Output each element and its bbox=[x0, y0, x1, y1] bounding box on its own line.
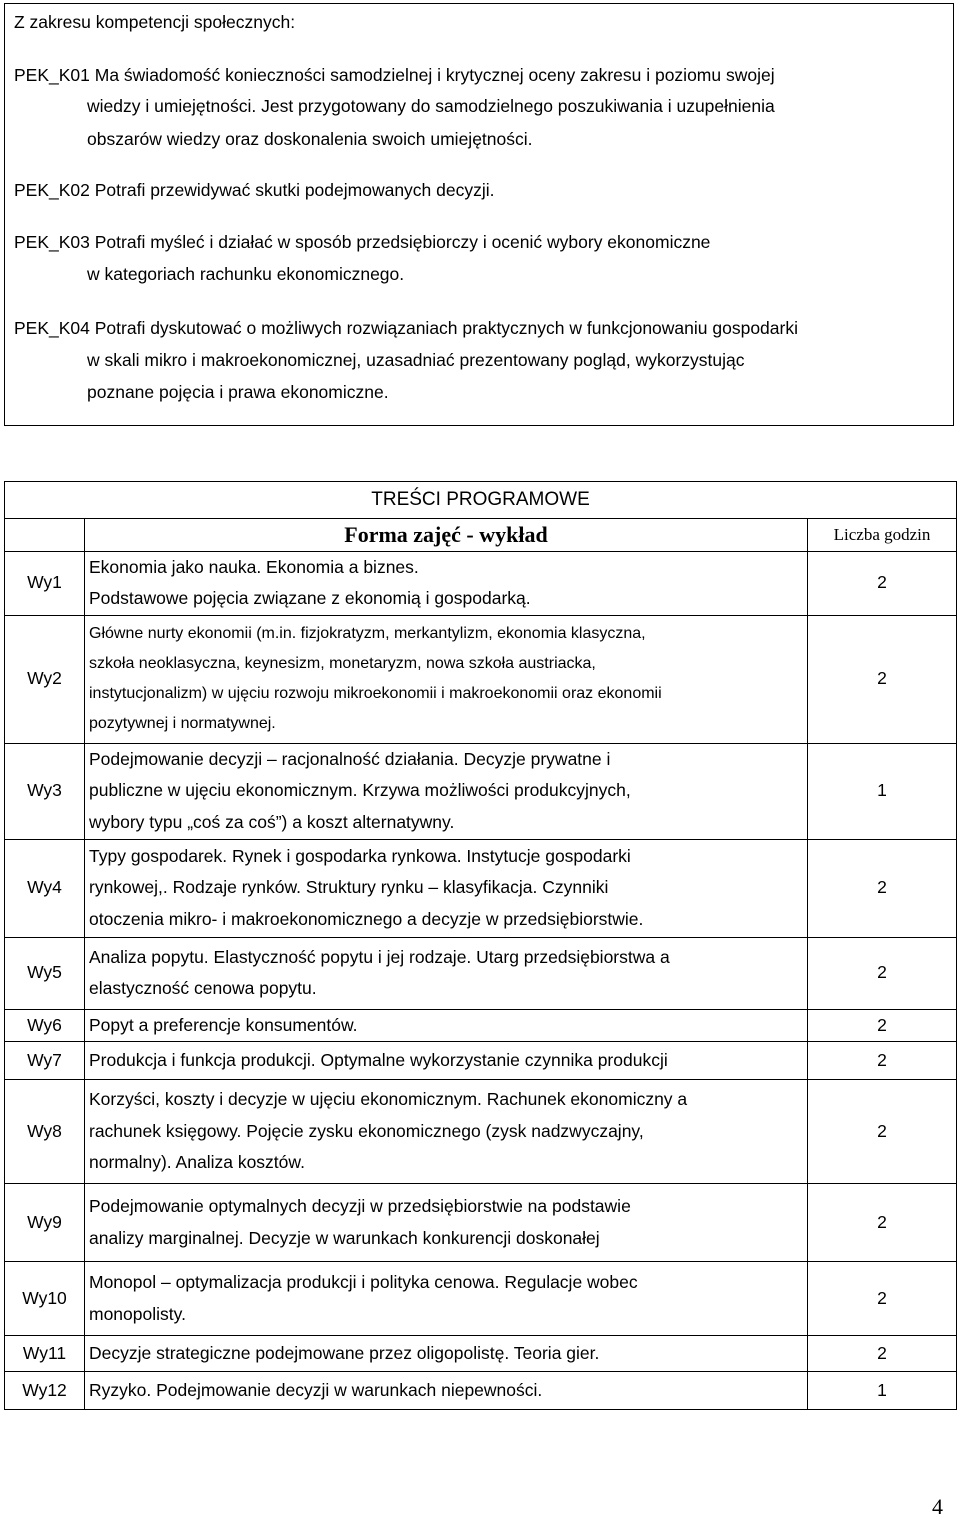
content-line: elastyczność cenowa popytu. bbox=[89, 978, 317, 998]
lecture-content bbox=[85, 1336, 808, 1372]
table-row bbox=[5, 1336, 957, 1372]
program-title: TREŚCI PROGRAMOWE bbox=[5, 482, 957, 519]
lecture-id: Wy9 bbox=[5, 1184, 85, 1262]
content-line: publiczne w ujęciu ekonomicznym. Krzywa możliwości produkcyjnych, bbox=[89, 780, 631, 801]
content-line: analizy marginalnej. Decyzje w warunkach konkurencji doskonałej bbox=[89, 1227, 600, 1248]
competences-box bbox=[4, 3, 954, 426]
lecture-content bbox=[85, 615, 808, 743]
header-empty-cell bbox=[5, 519, 85, 552]
lecture-id: Wy2 bbox=[5, 615, 85, 743]
lecture-id: Wy3 bbox=[5, 743, 85, 839]
content-line: Podejmowanie decyzji – racjonalność działania. Decyzje prywatne i bbox=[89, 748, 611, 769]
table-title-row bbox=[5, 482, 957, 519]
table-header-row bbox=[5, 519, 957, 552]
content-line: pozytywnej i normatywnej. bbox=[89, 715, 276, 732]
content-line: Typy gospodarek. Rynek i gospodarka rynkowa. Instytucje gospodarki bbox=[89, 845, 631, 866]
content-line: Decyzje strategiczne podejmowane przez oligopolistę. Teoria gier. bbox=[89, 1342, 600, 1363]
content-line: rachunek księgowy. Pojęcie zysku ekonomicznego (zysk nadzwyczajny, bbox=[89, 1120, 644, 1141]
lecture-id: Wy8 bbox=[5, 1080, 85, 1184]
table-row bbox=[5, 615, 957, 743]
lecture-id: Wy12 bbox=[5, 1372, 85, 1410]
content-line: Monopol – optymalizacja produkcji i polityka cenowa. Regulacje wobec bbox=[89, 1272, 638, 1292]
lecture-content bbox=[85, 839, 808, 937]
competence-line: poznane pojęcia i prawa ekonomiczne. bbox=[87, 382, 389, 402]
content-line: wybory typu „coś za coś”) a koszt alternatywny. bbox=[89, 811, 455, 832]
lecture-id: Wy7 bbox=[5, 1042, 85, 1080]
competence-line: obszarów wiedzy oraz doskonalenia swoich umiejętności. bbox=[87, 129, 533, 149]
lecture-content bbox=[85, 551, 808, 615]
lecture-hours: 2 bbox=[808, 1042, 957, 1080]
lecture-id: Wy6 bbox=[5, 1009, 85, 1042]
content-line: Ryzyko. Podejmowanie decyzji w warunkach niepewności. bbox=[89, 1379, 543, 1400]
content-line: szkoła neoklasyczna, keynesizm, monetaryzm, nowa szkoła austriacka, bbox=[89, 655, 596, 672]
competence-line: w kategoriach rachunku ekonomicznego. bbox=[87, 264, 405, 284]
table-row bbox=[5, 1184, 957, 1262]
lecture-hours: 1 bbox=[808, 743, 957, 839]
competence-line: PEK_K01 Ma świadomość konieczności samodzielnej i krytycznej oceny zakresu i poziomu swojej bbox=[14, 65, 775, 85]
lecture-hours: 2 bbox=[808, 937, 957, 1009]
lecture-content bbox=[85, 1009, 808, 1042]
lecture-hours: 2 bbox=[808, 1262, 957, 1336]
competence-line: PEK_K04 Potrafi dyskutować o możliwych rozwiązaniach praktycznych w funkcjonowaniu gospodarki bbox=[14, 318, 798, 338]
lecture-id: Wy1 bbox=[5, 551, 85, 615]
content-line: Produkcja i funkcja produkcji. Optymalne wykorzystanie czynnika produkcji bbox=[89, 1049, 668, 1070]
table-row bbox=[5, 1372, 957, 1410]
content-line: Podstawowe pojęcia związane z ekonomią i gospodarką. bbox=[89, 588, 531, 608]
lecture-hours: 2 bbox=[808, 1080, 957, 1184]
table-row bbox=[5, 937, 957, 1009]
lecture-hours: 2 bbox=[808, 1009, 957, 1042]
content-line: Główne nurty ekonomii (m.in. fizjokratyzm, merkantylizm, ekonomia klasyczna, bbox=[89, 625, 646, 642]
lecture-content bbox=[85, 1080, 808, 1184]
competences-heading: Z zakresu kompetencji społecznych: bbox=[14, 12, 296, 32]
lecture-id: Wy4 bbox=[5, 839, 85, 937]
table-row bbox=[5, 1009, 957, 1042]
lecture-hours: 2 bbox=[808, 551, 957, 615]
content-line: rynkowej,. Rodzaje rynków. Struktury rynku – klasyfikacja. Czynniki bbox=[89, 877, 609, 898]
hours-header: Liczba godzin bbox=[833, 525, 931, 544]
content-line: otoczenia mikro- i makroekonomicznego a decyzje w przedsiębiorstwie. bbox=[89, 908, 644, 929]
competence-line: PEK_K02 Potrafi przewidywać skutki podejmowanych decyzji. bbox=[14, 180, 495, 200]
lecture-content bbox=[85, 1042, 808, 1080]
table-row bbox=[5, 1080, 957, 1184]
content-line: Analiza popytu. Elastyczność popytu i jej rodzaje. Utarg przedsiębiorstwa a bbox=[89, 946, 670, 967]
hours-header-cell bbox=[808, 519, 957, 552]
lecture-content bbox=[85, 1372, 808, 1410]
competence-line: PEK_K03 Potrafi myśleć i działać w sposób przedsiębiorczy i ocenić wybory ekonomiczne bbox=[14, 232, 711, 252]
program-table bbox=[4, 481, 957, 1410]
content-line: instytucjonalizm) w ujęciu rozwoju mikroekonomii i makroekonomii oraz ekonomii bbox=[89, 685, 662, 702]
competence-line: wiedzy i umiejętności. Jest przygotowany do samodzielnego poszukiwania i uzupełnienia bbox=[87, 96, 775, 116]
lecture-content bbox=[85, 1184, 808, 1262]
table-row bbox=[5, 1042, 957, 1080]
content-line: normalny). Analiza kosztów. bbox=[89, 1152, 305, 1173]
lecture-hours: 1 bbox=[808, 1372, 957, 1410]
lecture-hours: 2 bbox=[808, 1336, 957, 1372]
table-row bbox=[5, 743, 957, 839]
content-line: Korzyści, koszty i decyzje w ujęciu ekonomicznym. Rachunek ekonomiczny a bbox=[89, 1089, 688, 1110]
lecture-id: Wy11 bbox=[5, 1336, 85, 1372]
lecture-id: Wy10 bbox=[5, 1262, 85, 1336]
table-row bbox=[5, 1262, 957, 1336]
content-line: Ekonomia jako nauka. Ekonomia a biznes. bbox=[89, 556, 419, 577]
lecture-hours: 2 bbox=[808, 615, 957, 743]
lecture-hours: 2 bbox=[808, 839, 957, 937]
form-header-cell bbox=[85, 519, 808, 552]
lecture-id: Wy5 bbox=[5, 937, 85, 1009]
competence-line: w skali mikro i makroekonomicznej, uzasadniać prezentowany pogląd, wykorzystując bbox=[87, 350, 745, 370]
content-line: monopolisty. bbox=[89, 1303, 186, 1324]
table-row bbox=[5, 551, 957, 615]
form-header: Forma zajęć - wykład bbox=[344, 521, 548, 547]
table-row bbox=[5, 839, 957, 937]
lecture-content bbox=[85, 743, 808, 839]
page-number: 4 bbox=[932, 1494, 943, 1519]
lecture-content bbox=[85, 937, 808, 1009]
content-line: Popyt a preferencje konsumentów. bbox=[89, 1014, 358, 1035]
lecture-hours: 2 bbox=[808, 1184, 957, 1262]
lecture-content bbox=[85, 1262, 808, 1336]
content-line: Podejmowanie optymalnych decyzji w przedsiębiorstwie na podstawie bbox=[89, 1196, 631, 1216]
